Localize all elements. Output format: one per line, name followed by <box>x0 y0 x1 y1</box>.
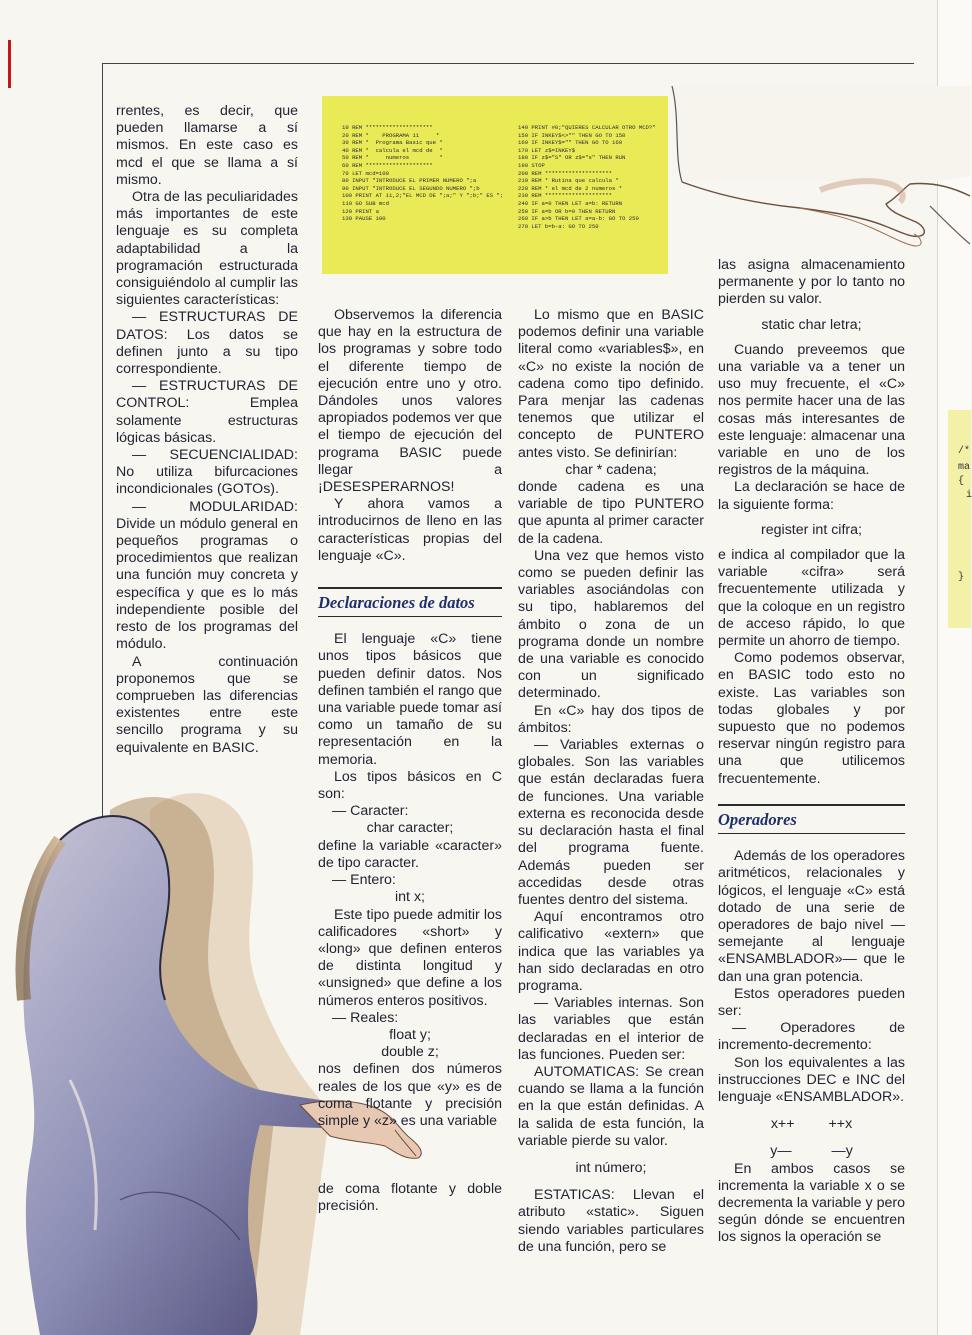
code-listing-line: 100 PRINT AT 11,2;"EL MCD DE ";a;" Y ";b;" ES "; <box>342 192 504 200</box>
operator-code: ++x <box>828 1116 853 1133</box>
code-listing-line: 50 REM * numeros * <box>342 154 443 162</box>
operator-code: x++ <box>770 1116 795 1133</box>
paragraph: — ESTRUCTURAS DE CONTROL: Emplea solamente estructuras lógicas básicas. <box>116 378 298 446</box>
paragraph: Una vez que hemos visto como se pueden definir las variables asociándolas con su tipo, hablaremos del ámbito o zona de un programa donde un nombre de una variable es conocido con un significado determinado. <box>518 547 704 702</box>
code-listing-left <box>342 124 502 223</box>
paragraph: ESTATICAS: Llevan el atributo «static». Siguen siendo variables particulares de una función, pero se <box>518 1187 704 1255</box>
code-listing-line: 200 REM ******************** <box>518 169 612 177</box>
code-listing-line: 70 LET mcd=100 <box>342 169 389 177</box>
column-2 <box>318 307 502 1130</box>
paragraph: Son los equivalentes a las instrucciones DEC e INC del lenguaje «ENSAMBLADOR». <box>718 1054 905 1105</box>
code-listing-line: 210 REM * Rutina que calcula * <box>518 177 619 185</box>
list-item: — Operadores de incremento-decremento: <box>718 1020 905 1054</box>
paragraph: Estos operadores pueden ser: <box>718 985 905 1019</box>
paragraph: Este tipo puede admitir los calificadores «short» y «long» que definen enteros de distinta longitud y «unsigned» que define a los números enteros positivos. <box>318 906 502 1009</box>
paragraph: e indica al compilador que la variable «cifra» será frecuentemente utilizada y que la coloque en un registro de acceso rápido, lo que permite un ahorro de tiempo. <box>718 547 905 650</box>
code-listing-line: 110 GO SUB mcd <box>342 199 389 207</box>
basic-program-listing <box>322 96 668 274</box>
operator-examples <box>718 1116 905 1133</box>
code-line: int número; <box>575 1159 647 1176</box>
paragraph: AUTOMATICAS: Se crean cuando se llama a la función en la que están definidas. A la salida de esta función, la variable pierde su valor. <box>518 1063 704 1149</box>
edge-code-fragment: /* <box>958 446 971 457</box>
code-listing-line: 170 LET z$=INKEY$ <box>518 146 576 154</box>
code-listing-line: 130 PAUSE 100 <box>342 215 386 223</box>
operator-code: —y <box>831 1143 853 1160</box>
paragraph: Aquí encontramos otro calificativo «extern» que indica que las variables ya han sido declaradas en otro programa. <box>518 909 704 994</box>
paragraph: Además de los operadores aritméticos, relacionales y lógicos, el lenguaje «C» está dotado de una serie de operadores de bajo nivel —semejante al lenguaje «ENSAMBLADOR»— que le dan una gran potencia. <box>718 848 905 985</box>
paragraph: — Variables internas. Son las variables que están declaradas en el interior de las funciones. Pueden ser: <box>518 995 704 1063</box>
code-listing-line: 20 REM * PROGRAMA 11 * <box>342 131 440 139</box>
code-listing-line: 120 PRINT a <box>342 207 379 215</box>
list-item: — Reales: <box>332 1009 399 1026</box>
column-1 <box>116 103 298 757</box>
code-listing-line: 10 REM ******************** <box>342 124 433 131</box>
code-line: register int cifra; <box>761 521 862 538</box>
paragraph: Observemos la diferencia que hay en la estructura de los programas y sobre todo el diferente tiempo de ejecución entre uno y otro. Dándoles unos valores apropiados podemos ver que el tiempo de ejecución del programa BASIC puede llegar a ¡DESESPERARNOS! <box>318 307 502 496</box>
section-heading-declaraciones: Declaraciones de datos <box>318 587 502 617</box>
code-line: static char letra; <box>761 316 862 333</box>
code-listing-line: 270 LET b=b-a: GO TO 250 <box>518 222 599 230</box>
code-listing-line: 30 REM * Programa Basic que * <box>342 139 443 147</box>
list-item: — Entero: <box>332 872 396 889</box>
operator-code: y— <box>770 1143 792 1160</box>
section-heading-operadores: Operadores <box>718 804 905 834</box>
paragraph: rrentes, es decir, que pueden llamarse a sí mismos. En este caso es mcd el que se llama a sí mismo. <box>116 103 298 188</box>
paragraph: — MODULARIDAD: Divide un módulo general en pequeños programas o procedimientos que realizan una función muy concreta y específica y que es lo más independiente posible del resto de los programas del módulo. <box>116 498 298 653</box>
code-line: double z; <box>381 1044 439 1061</box>
code-listing-line: 260 IF a>b THEN LET a=a-b: GO TO 250 <box>518 215 639 223</box>
paragraph: donde cadena es una variable de tipo PUNTERO que apunta al primer caracter de la cadena. <box>518 479 704 547</box>
code-listing-right <box>518 124 666 230</box>
code-listing-line: 140 PRINT #0;"QUIERES CALCULAR OTRO MCD?" <box>518 124 656 131</box>
next-page-yellow-box <box>948 410 971 628</box>
operator-examples <box>718 1143 905 1160</box>
paragraph: — SECUENCIALIDAD: No utiliza bifurcaciones incondicionales (GOTOs). <box>116 447 298 498</box>
code-listing-line: 230 REM ******************** <box>518 192 612 200</box>
code-listing-line: 60 REM ******************** <box>342 161 433 169</box>
column-4 <box>718 257 905 1247</box>
paragraph: de coma flotante y doble precisión. <box>318 1181 502 1215</box>
code-listing-line: 80 INPUT "INTRODUCE EL PRIMER NUMERO ";a <box>342 177 477 185</box>
paragraph: Como podemos observar, en BASIC todo esto no existe. Las variables son todas globales y por supuesto que no podemos reservar ningún registro para una que utilicemos frecuentemente. <box>718 650 905 787</box>
code-listing-line: 180 IF z$="S" OR z$="s" THEN RUN <box>518 154 626 162</box>
edge-code-fragment: ma <box>958 462 971 473</box>
code-line: float y; <box>389 1026 431 1043</box>
column-3 <box>518 307 704 1256</box>
code-line: char * cadena; <box>565 461 657 478</box>
list-item: — Caracter: <box>332 803 409 820</box>
paragraph: Lo mismo que en BASIC podemos definir una variable literal como «variables$», en «C» no existe la noción de cadena como tipo definido. Para menjar las cadenas tenemos que utilizar el concepto de PUNTERO antes visto. Se definirían: <box>518 307 704 461</box>
edge-code-fragment: { <box>958 476 965 487</box>
code-line: int x; <box>395 889 425 906</box>
paragraph: Cuando preveemos que una variable va a tener un uso muy frecuente, el «C» nos permite hacer una de las cosas más interesantes de este lenguaje: almacenar una variable en uno de los registros de la máquina. <box>718 341 905 479</box>
paragraph: Y ahora vamos a introducirnos de lleno en las características propias del lenguaje «C». <box>318 496 502 564</box>
pointing-hand-illustration <box>640 86 970 256</box>
code-listing-line: 250 IF a=b OR b=0 THEN RETURN <box>518 207 616 215</box>
paragraph: La declaración se hace de la siguiente forma: <box>718 479 905 513</box>
paragraph: En ambos casos se incrementa la variable x o se decrementa la variable y pero según dónde se encuentren los signos la operación se <box>718 1160 905 1246</box>
edge-code-fragment: } <box>958 572 965 583</box>
paragraph: define la variable «caracter» de tipo caracter. <box>318 837 502 871</box>
column-2-tail <box>318 1181 502 1215</box>
code-listing-line: 240 IF a=0 THEN LET a=b: RETURN <box>518 199 623 207</box>
edge-code-fragment: i <box>966 490 972 501</box>
code-listing-line: 160 IF INKEY$="" THEN GO TO 160 <box>518 139 623 147</box>
paragraph: Los tipos básicos en C son: <box>318 768 502 803</box>
paragraph: A continuación proponemos que se comprueben las diferencias existentes entre este sencillo programa y su equivalente en BASIC. <box>116 653 298 756</box>
paragraph: las asigna almacenamiento permanente y por lo tanto no pierden su valor. <box>718 257 905 308</box>
paragraph: En «C» hay dos tipos de ámbitos: <box>518 702 704 736</box>
paragraph: — Variables externas o globales. Son las variables que están declaradas fuera de funciones. Una variable externa es reconocida desde su declaración hasta el final del programa fuente. Además pueden ser accedidas desde otras fuentes dentro del sistema. <box>518 737 704 908</box>
code-listing-line: 90 INPUT "INTRODUCE EL SEGUNDO NUMERO ";b <box>342 184 480 192</box>
red-margin-mark <box>8 40 11 88</box>
code-listing-line: 40 REM * calcula el mcd de * <box>342 146 443 154</box>
code-listing-line: 150 IF INKEY$<>"" THEN GO TO 150 <box>518 131 626 139</box>
paragraph: Otra de las peculiaridades más importantes de este lenguaje es su completa adaptabilidad a la programación estructurada consiguiéndolo al cumplir las siguientes características: <box>116 189 298 309</box>
paragraph: — ESTRUCTURAS DE DATOS: Los datos se definen junto a su tipo correspondiente. <box>116 309 298 378</box>
paragraph: nos definen dos números reales de los que «y» es de coma flotante y precisión simple y «z» es una variable <box>318 1061 502 1129</box>
code-listing-line: 220 REM * el mcd de 2 numeros * <box>518 184 623 192</box>
paragraph: El lenguaje «C» tiene unos tipos básicos que pueden definir datos. Nos definen también el rango que una variable puede tomar así como un tamaño de su representación en la memoria. <box>318 631 502 768</box>
code-line: char caracter; <box>366 820 454 837</box>
code-listing-line: 190 STOP <box>518 161 545 169</box>
